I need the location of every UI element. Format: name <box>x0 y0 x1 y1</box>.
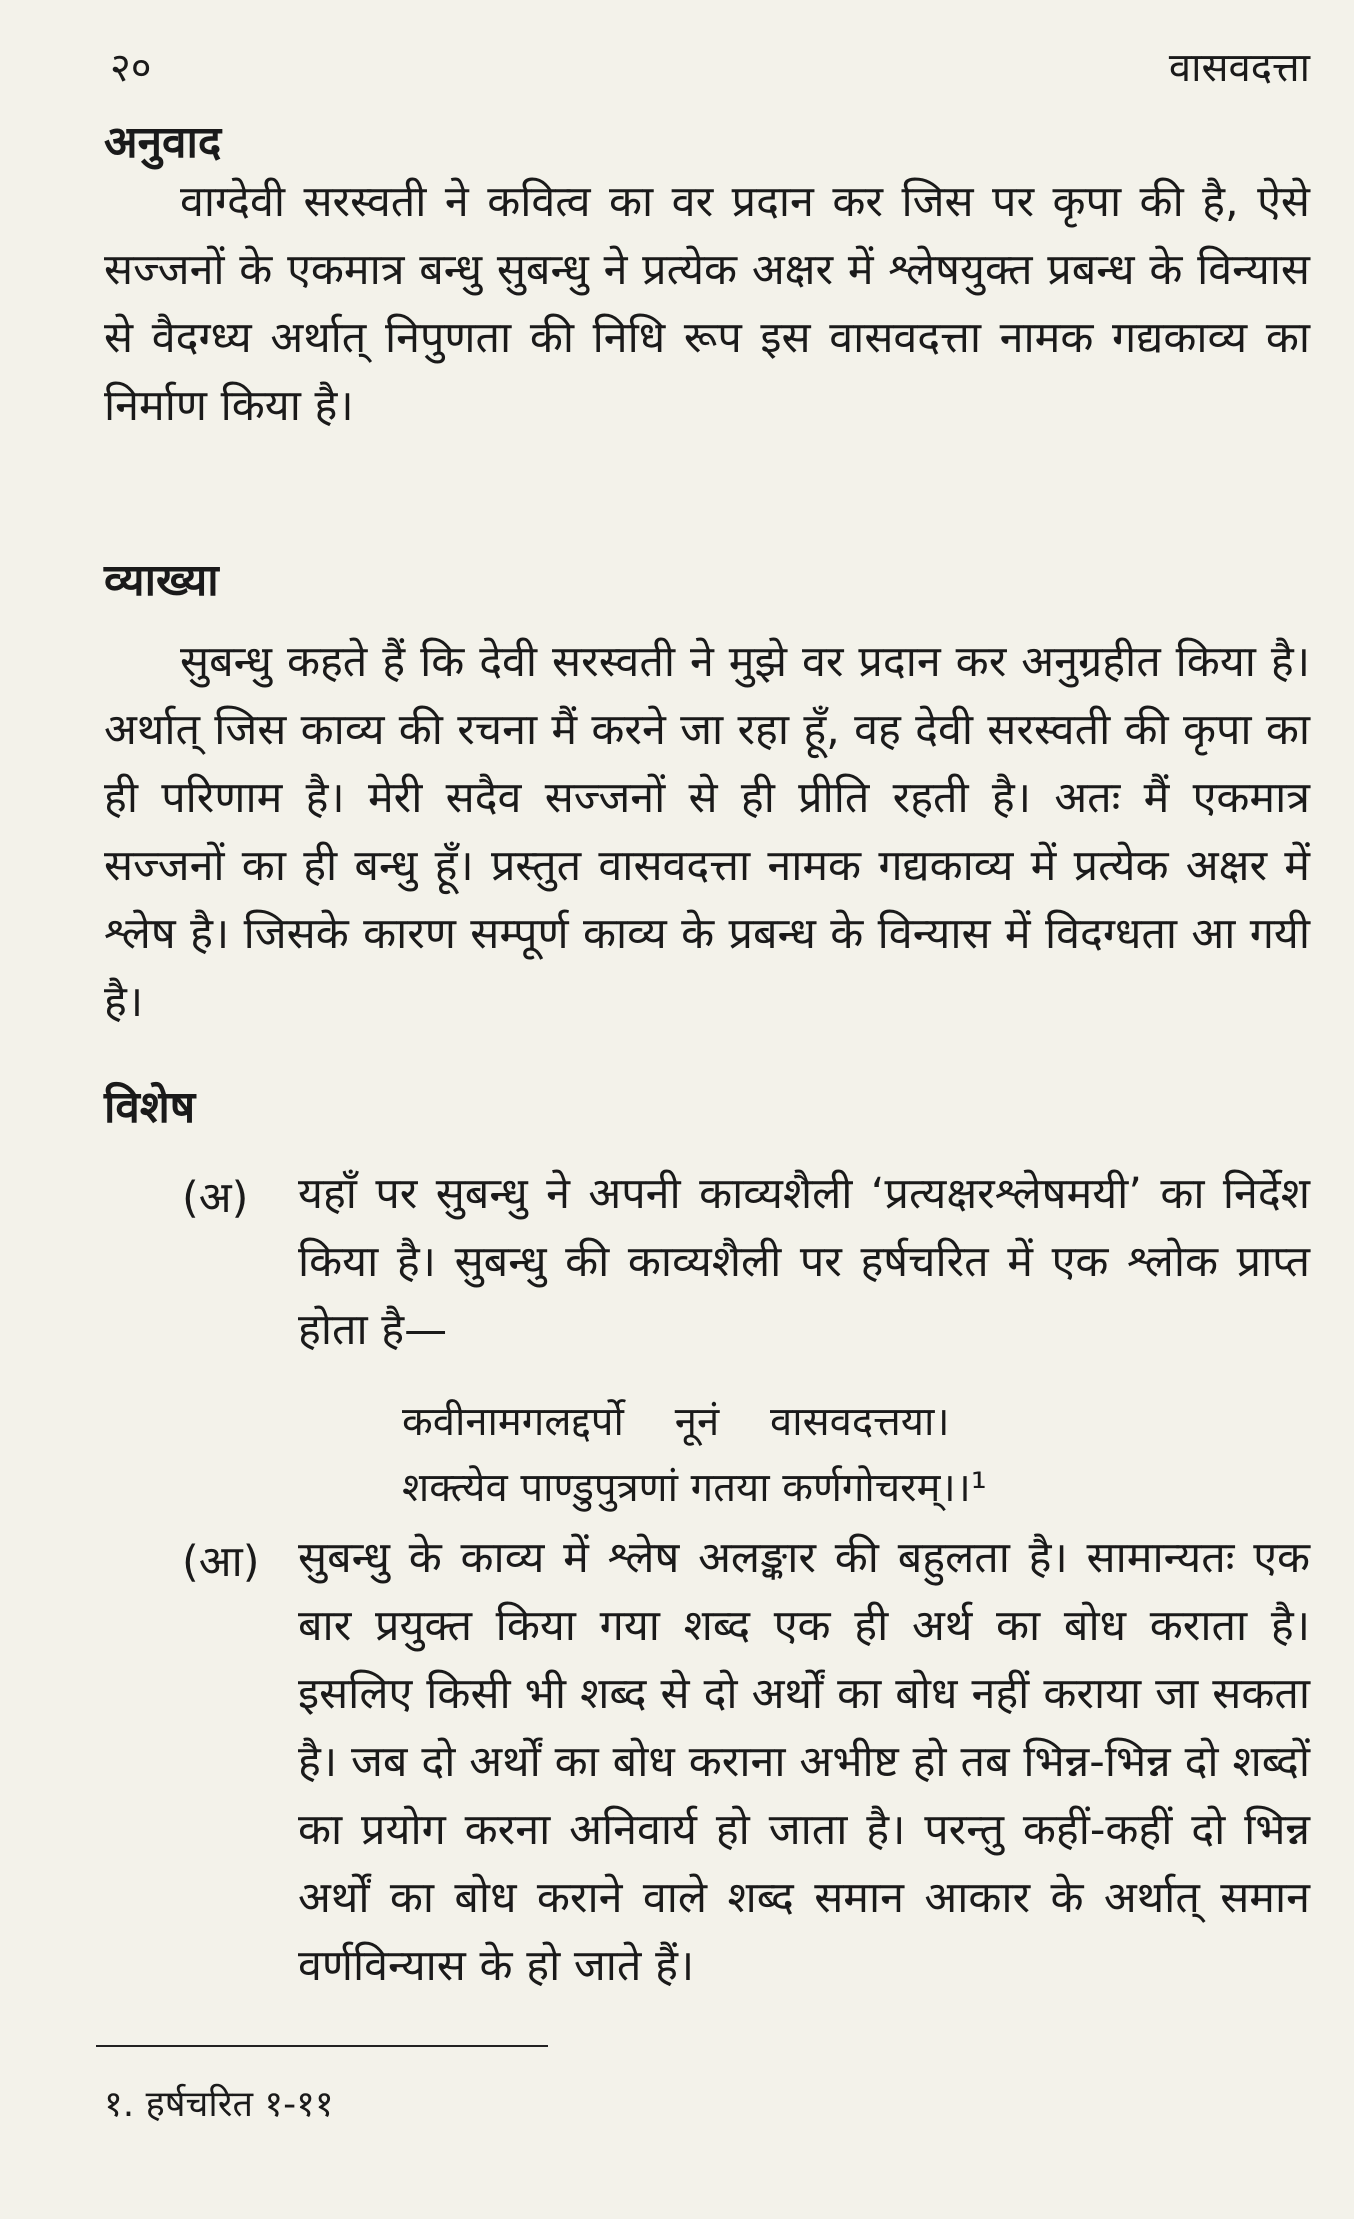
paragraph-vyakhya: सुबन्धु कहते हैं कि देवी सरस्वती ने मुझे वर प्रदान कर अनुग्रहीत किया है। अर्थात् जिस काव्य की रचना मैं करने जा रहा हूँ, वह देवी सरस्वती की कृपा का ही परिणाम है। मेरी सदैव सज्जनों से ही प्रीति रहती है। अतः मैं एकमात्र सज्जनों का ही बन्धु हूँ। प्रस्तुत वासवदत्ता नामक गद्यकाव्य में प्रत्येक अक्षर में श्लेष है। जिसके कारण सम्पूर्ण काव्य के प्रबन्ध के विन्यास में विदग्धता आ गयी है। <box>104 637 1310 1027</box>
heading-vishesh: विशेष <box>104 1082 196 1133</box>
footnote-rule <box>96 2045 548 2047</box>
heading-anuvad: अनुवाद <box>104 117 222 168</box>
verse-line-2: शक्त्येव पाण्डुपुत्रणां गतया कर्णगोचरम्।।¹ <box>402 1465 987 1511</box>
item-text-a: यहाँ पर सुबन्धु ने अपनी काव्यशैली ‘प्रत्यक्षरश्लेषमयी’ का निर्देश किया है। सुबन्धु की काव्यशैली पर हर्षचरित में एक श्लोक प्राप्त होता है— <box>298 1169 1310 1355</box>
footnote: १. हर्षचरित १-११ <box>104 2084 334 2125</box>
page-number: २० <box>110 45 152 91</box>
item-text-aa: सुबन्धु के काव्य में श्लेष अलङ्कार की बहुलता है। सामान्यतः एक बार प्रयुक्त किया गया शब्द एक ही अर्थ का बोध कराता है। इसलिए किसी भी शब्द से दो अर्थों का बोध नहीं कराया जा सकता है। जब दो अर्थों का बोध कराना अभीष्ट हो तब भिन्न-भिन्न दो शब्दों का प्रयोग करना अनिवार्य हो जाता है। परन्तु कहीं-कहीं दो भिन्न अर्थों का बोध कराने वाले शब्द समान आकार के अर्थात् समान वर्णविन्यास के हो जाते हैं। <box>298 1533 1310 1991</box>
heading-vyakhya: व्याख्या <box>104 555 219 606</box>
item-label-a: (अ) <box>182 1173 249 1223</box>
paragraph-anuvad: वाग्देवी सरस्वती ने कवित्व का वर प्रदान कर जिस पर कृपा की है, ऐसे सज्जनों के एकमात्र बन्धु सुबन्धु ने प्रत्येक अक्षर में श्लेषयुक्त प्रबन्ध के विन्यास से वैदग्ध्य अर्थात् निपुणता की निधि रूप इस वासवदत्ता नामक गद्यकाव्य का निर्माण किया है। <box>104 177 1310 431</box>
verse-line-1: कवीनामगलद्दर्पो नूनं वासवदत्तया। <box>402 1399 950 1445</box>
running-title: वासवदत्ता <box>1168 45 1310 91</box>
item-label-aa: (आ) <box>182 1537 260 1587</box>
